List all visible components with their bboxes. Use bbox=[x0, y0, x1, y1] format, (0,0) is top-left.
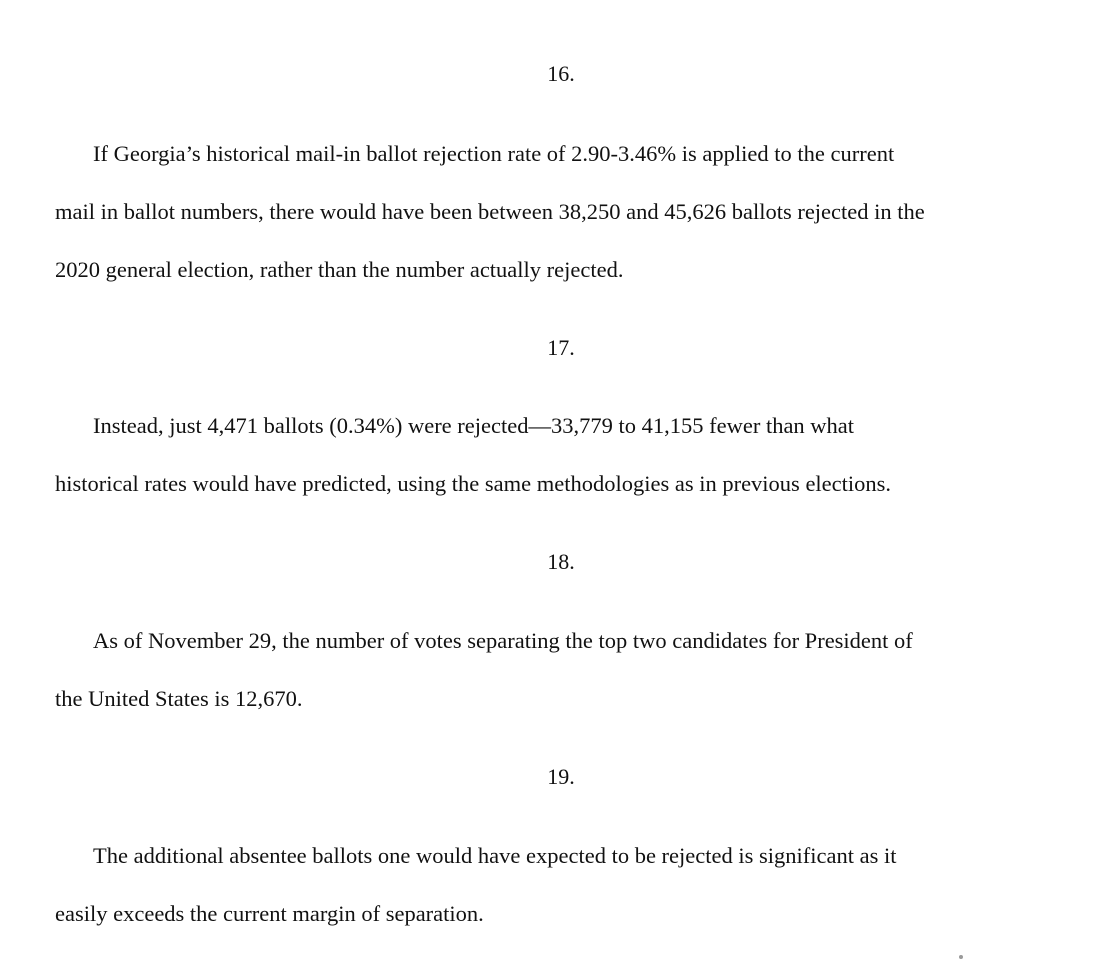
paragraph-18-line-2: the United States is 12,670. bbox=[55, 686, 303, 711]
paragraph-17-line-2: historical rates would have predicted, using the same methodologies as in previous elections. bbox=[55, 471, 892, 496]
paragraph-number-17: 17. bbox=[547, 335, 575, 360]
paragraph-18-line-1: As of November 29, the number of votes separating the top two candidates for President of bbox=[93, 628, 913, 653]
paragraph-number-19: 19. bbox=[547, 764, 575, 789]
paragraph-19-line-1: The additional absentee ballots one would have expected to be rejected is significant as it bbox=[93, 843, 897, 868]
paragraph-16-line-1: If Georgia’s historical mail-in ballot rejection rate of 2.90-3.46% is applied to the current bbox=[93, 141, 895, 166]
scan-speck bbox=[959, 955, 963, 959]
paragraph-number-18: 18. bbox=[547, 549, 575, 574]
paragraph-16-line-2: mail in ballot numbers, there would have been between 38,250 and 45,626 ballots rejected in the bbox=[55, 199, 925, 224]
paragraph-17-line-1: Instead, just 4,471 ballots (0.34%) were rejected—33,779 to 41,155 fewer than what bbox=[93, 413, 855, 438]
paragraph-16-line-3: 2020 general election, rather than the number actually rejected. bbox=[55, 257, 624, 282]
paragraph-19-line-2: easily exceeds the current margin of separation. bbox=[55, 901, 484, 926]
paragraph-number-16: 16. bbox=[547, 61, 575, 86]
